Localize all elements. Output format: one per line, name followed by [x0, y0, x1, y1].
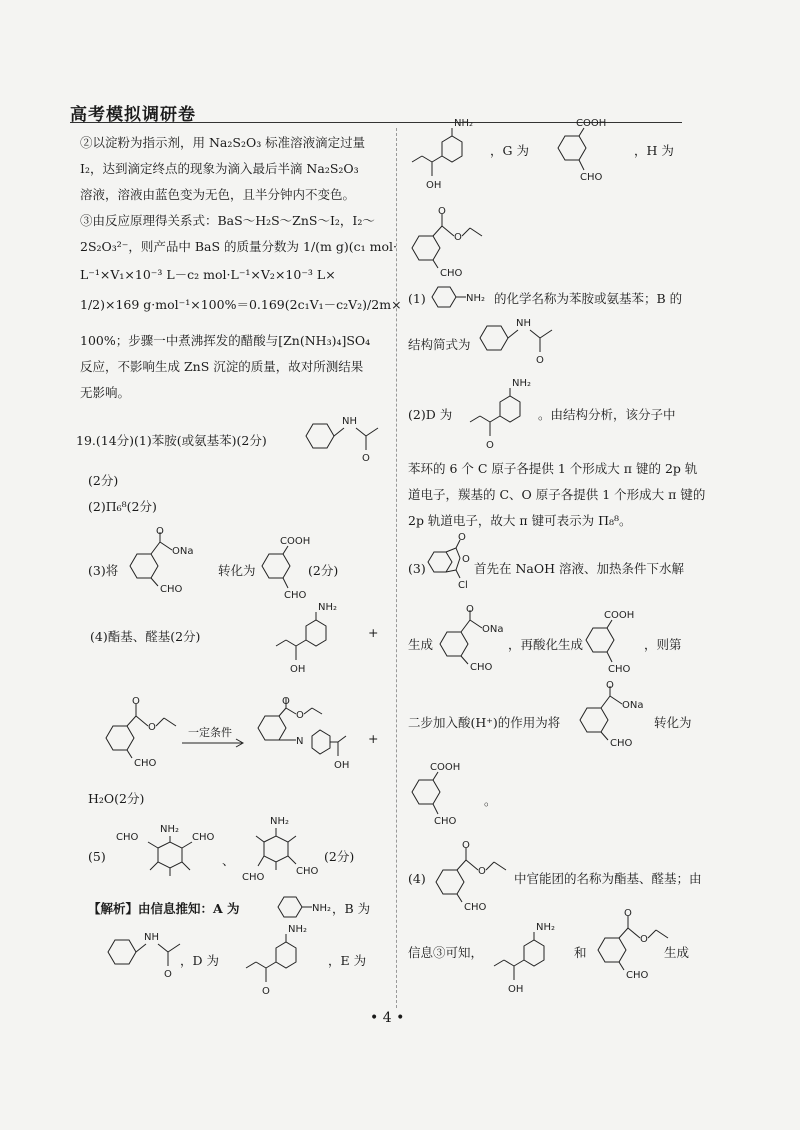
aniline-structure	[272, 890, 342, 924]
cooh-label: COOH	[430, 762, 461, 773]
sodium-salt-structure	[428, 604, 518, 676]
text-line: 1/2)×169 g·mol⁻¹×100%＝0.169(2c₁V₁－c₂V₂)/2m×	[80, 297, 402, 312]
answer-3: (3)将	[88, 563, 119, 578]
water-product: H₂O(2分)	[88, 791, 145, 806]
sodium-salt-structure	[118, 526, 208, 598]
text: (1)	[408, 291, 426, 306]
text: 首先在 NaOH 溶液、加热条件下水解	[474, 561, 684, 576]
ester-structure	[402, 204, 492, 280]
cho-label: CHO	[464, 902, 487, 913]
text: (4)	[408, 871, 426, 886]
nh-label: NH	[516, 318, 531, 329]
o-label: O	[536, 355, 544, 366]
nh2-label: NH₂	[536, 922, 556, 933]
cho-label: CHO	[116, 832, 139, 843]
text: ，则第	[644, 637, 682, 652]
acid-structure	[578, 610, 648, 682]
text-line: 无影响。	[80, 385, 131, 400]
oh-label: OH	[290, 664, 306, 675]
nh2-label: NH₂	[288, 924, 308, 935]
chlorophthalide-structure	[424, 534, 476, 590]
cooh-label: COOH	[604, 610, 635, 621]
text: ，G 为	[490, 143, 529, 158]
o-label: O	[438, 206, 446, 217]
nh2-label: NH₂	[312, 903, 332, 914]
nh2-label: NH₂	[512, 378, 532, 389]
cho-label: CHO	[440, 268, 463, 279]
oh-label: OH	[508, 984, 524, 995]
cho-label: CHO	[134, 758, 157, 769]
plus-sign: +	[368, 731, 379, 746]
aminophenyl-ketone-structure	[238, 920, 328, 1000]
nh-label: NH	[144, 932, 159, 943]
o-label: O	[486, 440, 494, 451]
nh2-label: NH₂	[160, 824, 180, 835]
oh-label: OH	[426, 180, 442, 191]
o-label: O	[296, 710, 304, 721]
n-label: N	[296, 736, 304, 747]
isomer-structure-1	[112, 812, 222, 892]
score: (2分)	[308, 563, 339, 578]
cl-label: Cl	[458, 580, 468, 591]
o-label: O	[478, 866, 486, 877]
answer-5: (5)	[88, 849, 106, 864]
o-label: O	[282, 696, 290, 707]
text-line: L⁻¹×V₁×10⁻³ L－c₂ mol·L⁻¹×V₂×10⁻³ L×	[80, 267, 336, 282]
cho-label: CHO	[242, 872, 265, 883]
reaction-arrow	[180, 738, 250, 748]
o-label: O	[156, 526, 164, 537]
cooh-label: COOH	[280, 536, 311, 547]
o-label: O	[362, 453, 370, 464]
o-label: O	[462, 840, 470, 851]
nh2-label: NH₂	[270, 816, 290, 827]
cho-label: CHO	[580, 172, 603, 183]
text: 转化为	[218, 563, 256, 578]
cho-label: CHO	[610, 738, 633, 749]
ona-label: ONa	[172, 546, 194, 557]
text-line: 道电子，羰基的 C、O 原子各提供 1 个形成大 π 键的	[408, 487, 706, 502]
text-line: I₂，达到滴定终点的现象为滴入最后半滴 Na₂S₂O₃	[80, 161, 359, 176]
cho-label: CHO	[284, 590, 307, 601]
acetanilide-structure	[296, 410, 386, 462]
imine-product-structure	[252, 696, 368, 776]
isomer-structure-2	[232, 812, 332, 902]
question-19: 19.(14分)(1)苯胺(或氨基苯)(2分)	[76, 433, 267, 448]
cho-label: CHO	[626, 970, 649, 981]
text: 生成	[408, 637, 434, 652]
column-divider	[396, 128, 397, 1008]
aminophenyl-alcohol-structure	[404, 114, 494, 200]
score: (2分)	[324, 849, 355, 864]
cooh-label: COOH	[576, 118, 607, 129]
ester-structure	[588, 906, 678, 982]
text-line: ③由反应原理得关系式：BaS～H₂S～ZnS～I₂，I₂～	[80, 213, 375, 228]
ona-label: ONa	[622, 700, 644, 711]
cho-label: CHO	[608, 664, 631, 675]
page-number: • 4 •	[370, 1010, 405, 1026]
acetanilide-structure	[98, 926, 188, 978]
acetanilide-structure	[470, 312, 560, 364]
ester-structure	[96, 694, 186, 770]
o-label: O	[454, 232, 462, 243]
cho-label: CHO	[160, 584, 183, 595]
nh2-label: NH₂	[454, 118, 474, 129]
text: 转化为	[654, 715, 692, 730]
text-line: 反应，不影响生成 ZnS 沉淀的质量，故对所测结果	[80, 359, 364, 374]
text: 生成	[664, 945, 690, 960]
text: 信息③可知，	[408, 945, 484, 960]
page-header-title: 高考模拟调研卷	[70, 105, 196, 125]
text: ，D 为	[180, 953, 219, 968]
nh2-label: NH₂	[318, 602, 338, 613]
text-line: 苯环的 6 个 C 原子各提供 1 个形成大 π 键的 2p 轨	[408, 461, 698, 476]
reaction-condition: 一定条件	[188, 726, 232, 739]
cho-label: CHO	[192, 832, 215, 843]
text: 。	[484, 793, 497, 808]
text: 和	[574, 945, 587, 960]
o-label: O	[132, 696, 140, 707]
cho-label: CHO	[470, 662, 493, 673]
o-label: O	[640, 934, 648, 945]
text-line: 100%；步骤一中煮沸挥发的醋酸与[Zn(NH₃)₄]SO₄	[80, 333, 371, 348]
cho-label: CHO	[434, 816, 457, 827]
o-label: O	[148, 722, 156, 733]
text-line: 溶液，溶液由蓝色变为无色，且半分钟内不变色。	[80, 187, 356, 202]
answer-2: (2)Π₆⁸(2分)	[88, 499, 157, 514]
o-label: O	[164, 969, 172, 980]
score: (2分)	[88, 473, 119, 488]
text-line: ②以淀粉为指示剂，用 Na₂S₂O₃ 标准溶液滴定过量	[80, 135, 366, 150]
o-label: O	[606, 680, 614, 691]
aminophenyl-alcohol-structure	[486, 918, 576, 1004]
text: (3)	[408, 561, 426, 576]
acid-structure	[550, 118, 630, 190]
o-label: O	[458, 532, 466, 543]
ester-structure	[426, 838, 516, 914]
text: 二步加入酸(H⁺)的作用为将	[408, 715, 561, 730]
nh2-label: NH₂	[466, 293, 486, 304]
text: (2)D 为	[408, 407, 453, 422]
aniline-structure	[426, 280, 496, 314]
text-line: 2p 轨道电子，故大 π 键可表示为 Π₈⁸。	[408, 513, 632, 528]
text: ，B 为	[332, 901, 371, 916]
plus-sign: +	[368, 625, 379, 640]
text: ，再酸化生成	[508, 637, 584, 652]
text: ，H 为	[634, 143, 674, 158]
analysis: 【解析】由信息推知：A 为	[88, 901, 240, 916]
text: 的化学名称为苯胺或氨基苯；B 的	[494, 291, 683, 306]
o-label: O	[624, 908, 632, 919]
ona-label: ONa	[482, 624, 504, 635]
text: 结构简式为	[408, 337, 471, 352]
cho-label: CHO	[296, 866, 319, 877]
o-label: O	[262, 986, 270, 997]
text: 中官能团的名称为酯基、醛基；由	[514, 871, 702, 886]
o-label: O	[466, 604, 474, 615]
text: 。由结构分析，该分子中	[538, 407, 676, 422]
nh-label: NH	[342, 416, 357, 427]
aminophenyl-ketone-structure	[462, 374, 552, 454]
o-label: O	[462, 554, 470, 565]
answer-4: (4)酯基、醛基(2分)	[90, 629, 201, 644]
acid-structure	[404, 762, 484, 834]
text-line: 2S₂O₃²⁻，则产品中 BaS 的质量分数为 1/(m g)(c₁ mol·	[80, 239, 397, 254]
text: ，E 为	[328, 953, 367, 968]
sodium-salt-structure	[568, 680, 658, 752]
aminophenyl-alcohol-structure	[268, 598, 358, 684]
separator: 、	[222, 853, 235, 868]
oh-label: OH	[334, 760, 350, 771]
